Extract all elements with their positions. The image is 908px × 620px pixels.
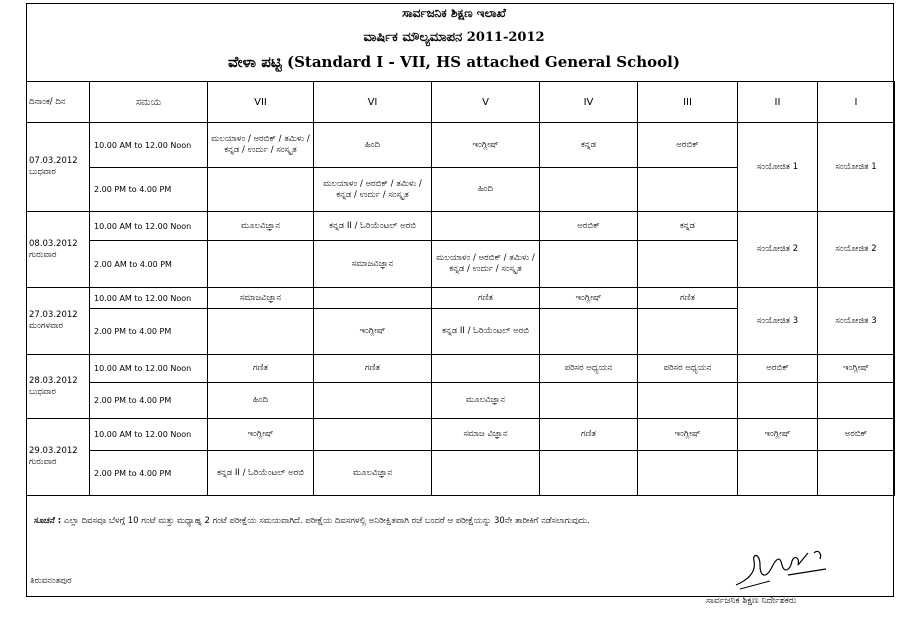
header-std-iv: IV: [540, 82, 638, 123]
subject-cell: ಗಣಿತ: [638, 288, 738, 309]
subject-cell: ಸಂಯೋಜಿತ 3: [818, 288, 895, 355]
time-cell: 10.00 AM to 12.00 Noon: [90, 355, 208, 383]
subject-cell: ಮೂಲವಿಜ್ಞಾನ: [314, 451, 432, 496]
exam-note: [34, 516, 894, 526]
date-cell: [27, 355, 90, 419]
subject-cell: ಗಣಿತ: [432, 288, 540, 309]
time-cell: 2.00 PM to 4.00 PM: [90, 309, 208, 355]
subject-cell: ಸಂಯೋಜಿತ 2: [738, 212, 818, 288]
subject-cell: [738, 451, 818, 496]
exam-title: ವಾರ್ಷಿಕ ಮೌಲ್ಯಮಾಪನ: [363, 30, 463, 45]
subject-cell: ಗಣಿತ: [314, 355, 432, 383]
subject-cell: [314, 383, 432, 419]
table-header-row: [27, 82, 895, 123]
table-row: [27, 451, 895, 496]
subject-cell: ಇಂಗ್ಲೀಷ್: [540, 288, 638, 309]
subject-cell: [540, 309, 638, 355]
exam-day: ಬುಧವಾರ: [29, 167, 56, 177]
subject-cell: ಹಿಂದಿ: [432, 168, 540, 212]
subject-cell: [638, 383, 738, 419]
subject-cell: [314, 288, 432, 309]
subject-cell: ಅರಬಿಕ್: [638, 123, 738, 168]
exam-day: ಮಂಗಳವಾರ: [29, 321, 64, 331]
exam-timetable: [26, 81, 895, 496]
subject-cell: ಇಂಗ್ಲೀಷ್: [738, 419, 818, 451]
subject-cell: ಕನ್ನಡ II / ಓರಿಯೆಂಟಲ್ ಅರಬಿ: [314, 212, 432, 241]
subject-cell: ಪರಿಸರ ಅಧ್ಯಯನ: [540, 355, 638, 383]
standard-label: (Standard I - VII, HS attached General School): [286, 53, 680, 71]
exam-date: 29.03.2012: [29, 446, 78, 456]
subject-cell: [540, 451, 638, 496]
subject-cell: ಹಿಂದಿ: [314, 123, 432, 168]
subject-cell: ಗಣಿತ: [208, 355, 314, 383]
exam-heading: [0, 30, 908, 45]
time-cell: 2.00 AM to 4.00 PM: [90, 241, 208, 288]
department-heading: ಸಾರ್ವಜನಿಕ ಶಿಕ್ಷಣ ಇಲಾಖೆ: [402, 6, 506, 20]
time-cell: 10.00 AM to 12.00 Noon: [90, 123, 208, 168]
table-row: [27, 355, 895, 383]
exam-date: 08.03.2012: [29, 238, 78, 249]
timetable-label: ವೇಳಾ ಪಟ್ಟಿ: [228, 53, 282, 71]
header-std-i: I: [818, 82, 895, 123]
subject-cell: ಸಮಾಜವಿಜ್ಞಾನ: [314, 241, 432, 288]
table-row: [27, 123, 895, 168]
time-cell: 10.00 AM to 12.00 Noon: [90, 212, 208, 241]
subject-cell: ಸಂಯೋಜಿತ 1: [738, 123, 818, 212]
subject-cell: [818, 451, 895, 496]
header-std-v: V: [432, 82, 540, 123]
subject-cell: ಇಂಗ್ಲೀಷ್: [208, 419, 314, 451]
table-row: [27, 212, 895, 241]
date-cell: [27, 123, 90, 212]
subject-cell: ಮೂಲವಿಜ್ಞಾನ: [208, 212, 314, 241]
subject-cell: ಮಲಯಾಳಂ / ಅರಬಿಕ್ / ತಮಿಳು / ಕನ್ನಡ / ಉರ್ದು / ಸಂಸ್ಕೃತ: [314, 168, 432, 212]
subject-cell: ಇಂಗ್ಲೀಷ್: [314, 309, 432, 355]
subject-cell: ಕನ್ನಡ II / ಓರಿಯೆಂಟಲ್ ಅರಬಿ: [432, 309, 540, 355]
header-std-iii: III: [638, 82, 738, 123]
subject-cell: [540, 383, 638, 419]
exam-date: 27.03.2012: [29, 310, 78, 320]
time-cell: 2.00 PM to 4.00 PM: [90, 168, 208, 212]
subject-cell: [638, 451, 738, 496]
subject-cell: ಇಂಗ್ಲೀಷ್: [638, 419, 738, 451]
time-cell: 10.00 AM to 12.00 Noon: [90, 288, 208, 309]
subject-cell: [638, 168, 738, 212]
header-std-vii: VII: [208, 82, 314, 123]
subject-cell: ಕನ್ನಡ: [638, 212, 738, 241]
subject-cell: [540, 241, 638, 288]
note-text: ಎಲ್ಲಾ ದಿವಸವೂ ಬೆಳಗ್ಗೆ 10 ಗಂಟೆ ಮತ್ತು ಮಧ್ಯಾಹ್ನ 2 ಗಂಟೆ ಪರೀಕ್ಷೆಯ ಸಮಯವಾಗಿದೆ. ಪರೀಕ್ಷೆಯ ದಿವಸಗಳಲ್ಲಿ ಅನಿರೀಕ್ಷಿತವಾಗಿ ರಜೆ ಬಂದರೆ ಆ ಪರೀಕ್ಷೆಯನ್ನು 30ನೇ ತಾರೀಕಿಗೆ ನಡೆಸಲಾಗುವುದು.: [63, 516, 590, 526]
header-time: ಸಮಯ: [90, 82, 208, 123]
exam-day: ಗುರುವಾರ: [29, 457, 57, 467]
header-std-vi: VI: [314, 82, 432, 123]
timetable-heading: [0, 53, 908, 71]
header-date: ದಿನಾಂಕ/ ದಿನ: [27, 82, 90, 123]
subject-cell: ಸಂಯೋಜಿತ 3: [738, 288, 818, 355]
signatory-title: ಸಾರ್ವಜನಿಕ ಶಿಕ್ಷಣ ನಿರ್ದೇಶಕರು: [706, 596, 797, 606]
table-row: [27, 288, 895, 309]
subject-cell: [638, 241, 738, 288]
subject-cell: ಇಂಗ್ಲೀಷ್: [432, 123, 540, 168]
subject-cell: [432, 451, 540, 496]
time-cell: 2.00 PM to 4.00 PM: [90, 383, 208, 419]
note-label: ಸೂಚನೆ :: [34, 516, 62, 526]
date-cell: [27, 419, 90, 496]
subject-cell: [208, 309, 314, 355]
table-row: [27, 419, 895, 451]
subject-cell: [638, 309, 738, 355]
subject-cell: ಕನ್ನಡ: [540, 123, 638, 168]
exam-date: 28.03.2012: [29, 375, 78, 386]
exam-day: ಗುರುವಾರ: [29, 249, 57, 260]
exam-year: 2011-2012: [466, 30, 545, 45]
subject-cell: ಮಲಯಾಳಂ / ಅರಬಿಕ್ / ತಮಿಳು / ಕನ್ನಡ / ಉರ್ದು / ಸಂಸ್ಕೃತ: [208, 123, 314, 168]
subject-cell: [208, 168, 314, 212]
subject-cell: ಅರಬಿಕ್: [540, 212, 638, 241]
subject-cell: ಸಂಯೋಜಿತ 2: [818, 212, 895, 288]
table-row: [27, 383, 895, 419]
time-cell: 10.00 AM to 12.00 Noon: [90, 419, 208, 451]
subject-cell: ಅರಬಿಕ್: [738, 355, 818, 383]
subject-cell: ಮೂಲವಿಜ್ಞಾನ: [432, 383, 540, 419]
subject-cell: [738, 383, 818, 419]
subject-cell: [432, 355, 540, 383]
subject-cell: ಹಿಂದಿ: [208, 383, 314, 419]
time-cell: 2.00 PM to 4.00 PM: [90, 451, 208, 496]
signature-image: [730, 545, 830, 593]
date-cell: [27, 288, 90, 355]
subject-cell: ಸಂಯೋಜಿತ 1: [818, 123, 895, 212]
exam-date: 07.03.2012: [29, 156, 78, 166]
subject-cell: ಪರಿಸರ ಅಧ್ಯಯನ: [638, 355, 738, 383]
subject-cell: ಅರಬಿಕ್: [818, 419, 895, 451]
subject-cell: [208, 241, 314, 288]
subject-cell: ಇಂಗ್ಲೀಷ್: [818, 355, 895, 383]
subject-cell: [540, 168, 638, 212]
place-name: ತಿರುವನಂತಪುರ: [30, 576, 72, 586]
subject-cell: ಗಣಿತ: [540, 419, 638, 451]
subject-cell: [314, 419, 432, 451]
subject-cell: [432, 212, 540, 241]
subject-cell: ಸಮಾಜವಿಜ್ಞಾನ: [208, 288, 314, 309]
subject-cell: ಕನ್ನಡ II / ಓರಿಯೆಂಟಲ್ ಅರಬಿ: [208, 451, 314, 496]
exam-day: ಬುಧವಾರ: [29, 386, 56, 397]
subject-cell: ಸಮಾಜ ವಿಜ್ಞಾನ: [432, 419, 540, 451]
header-std-ii: II: [738, 82, 818, 123]
subject-cell: [818, 383, 895, 419]
date-cell: [27, 212, 90, 288]
subject-cell: ಮಲಯಾಳಂ / ಅರಬಿಕ್ / ತಮಿಳು / ಕನ್ನಡ / ಉರ್ದು / ಸಂಸ್ಕೃತ: [432, 241, 540, 288]
